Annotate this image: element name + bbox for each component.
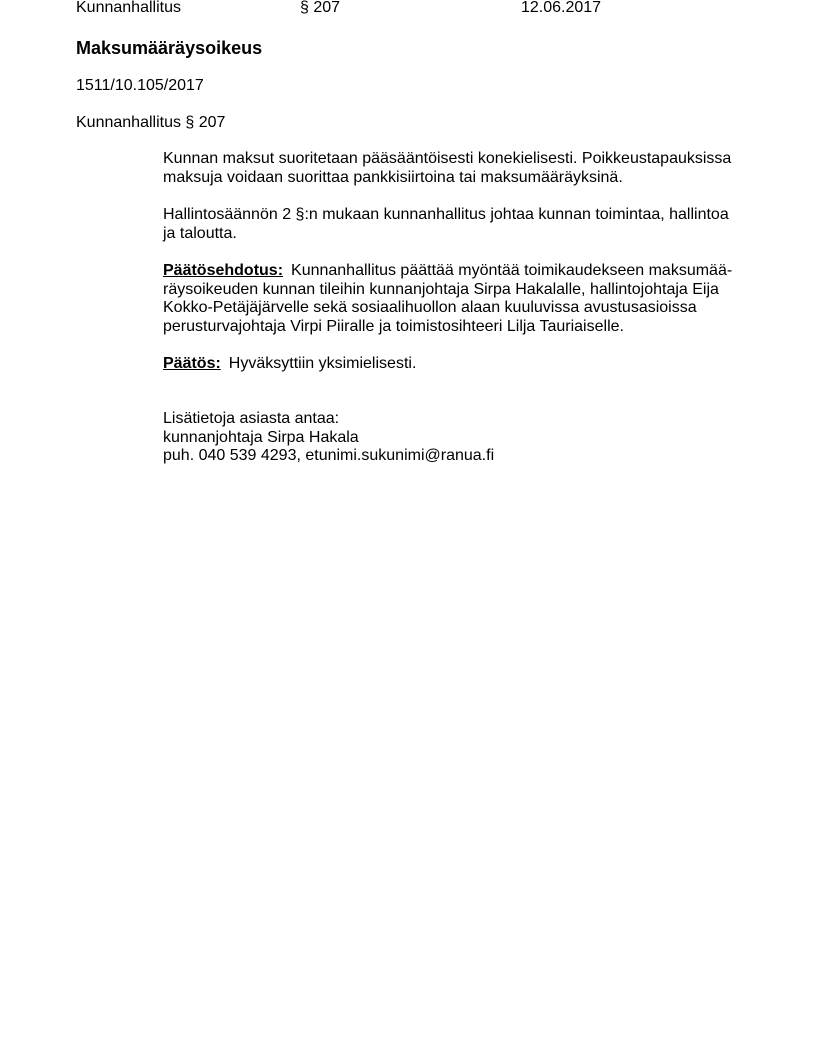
- contact-phone-email: puh. 040 539 4293, etunimi.sukunimi@ranua.fi: [163, 447, 495, 464]
- proposal-line: Kokko-Petäjäjärvelle sekä sosiaalihuollon alaan kuuluvissa avustusasioissa: [163, 299, 697, 316]
- meeting-reference: Kunnanhallitus § 207: [76, 114, 226, 131]
- decision-line: [163, 355, 743, 374]
- proposal-line: Kunnanhallitus päättää myöntää toimikaudekseen maksumää-: [291, 262, 733, 279]
- decision: [163, 355, 743, 374]
- paragraph-line: maksuja voidaan suorittaa pankkisiirtoina tai maksumääräyksinä.: [163, 168, 623, 186]
- proposal-label: Päätösehdotus:: [163, 262, 284, 279]
- paragraph-line: Hallintosäännön 2 §:n mukaan kunnanhallitus johtaa kunnan toimintaa, hallintoa: [163, 206, 729, 223]
- paragraph-payments: [163, 150, 743, 187]
- proposal-line: perusturvajohtaja Virpi Piiralle ja toimistosihteeri Lilja Tauriaiselle.: [163, 317, 624, 335]
- header-section: § 207: [300, 0, 341, 16]
- diary-number: 1511/10.105/2017: [76, 77, 204, 94]
- decision-label: Päätös:: [163, 355, 221, 372]
- paragraph-line: ja taloutta.: [163, 224, 237, 242]
- proposal-line: räysoikeuden kunnan tileihin kunnanjohtaja Sirpa Hakalalle, hallintojohtaja Eija: [163, 280, 719, 298]
- decision-proposal: [163, 262, 743, 336]
- page-title: Maksumääräysoikeus: [76, 38, 263, 58]
- contact-line: Lisätietoja asiasta antaa:: [163, 410, 340, 427]
- paragraph-administration: [163, 206, 743, 243]
- contact-name: kunnanjohtaja Sirpa Hakala: [163, 428, 359, 446]
- decision-text: Hyväksyttiin yksimielisesti.: [228, 355, 417, 372]
- proposal-first-line: [163, 262, 743, 281]
- header-date: 12.06.2017: [521, 0, 602, 16]
- header-body-name: Kunnanhallitus: [76, 0, 181, 16]
- paragraph-line: Kunnan maksut suoritetaan pääsääntöisesti konekielisesti. Poikkeustapauksissa: [163, 150, 732, 167]
- contact-info: [163, 410, 743, 466]
